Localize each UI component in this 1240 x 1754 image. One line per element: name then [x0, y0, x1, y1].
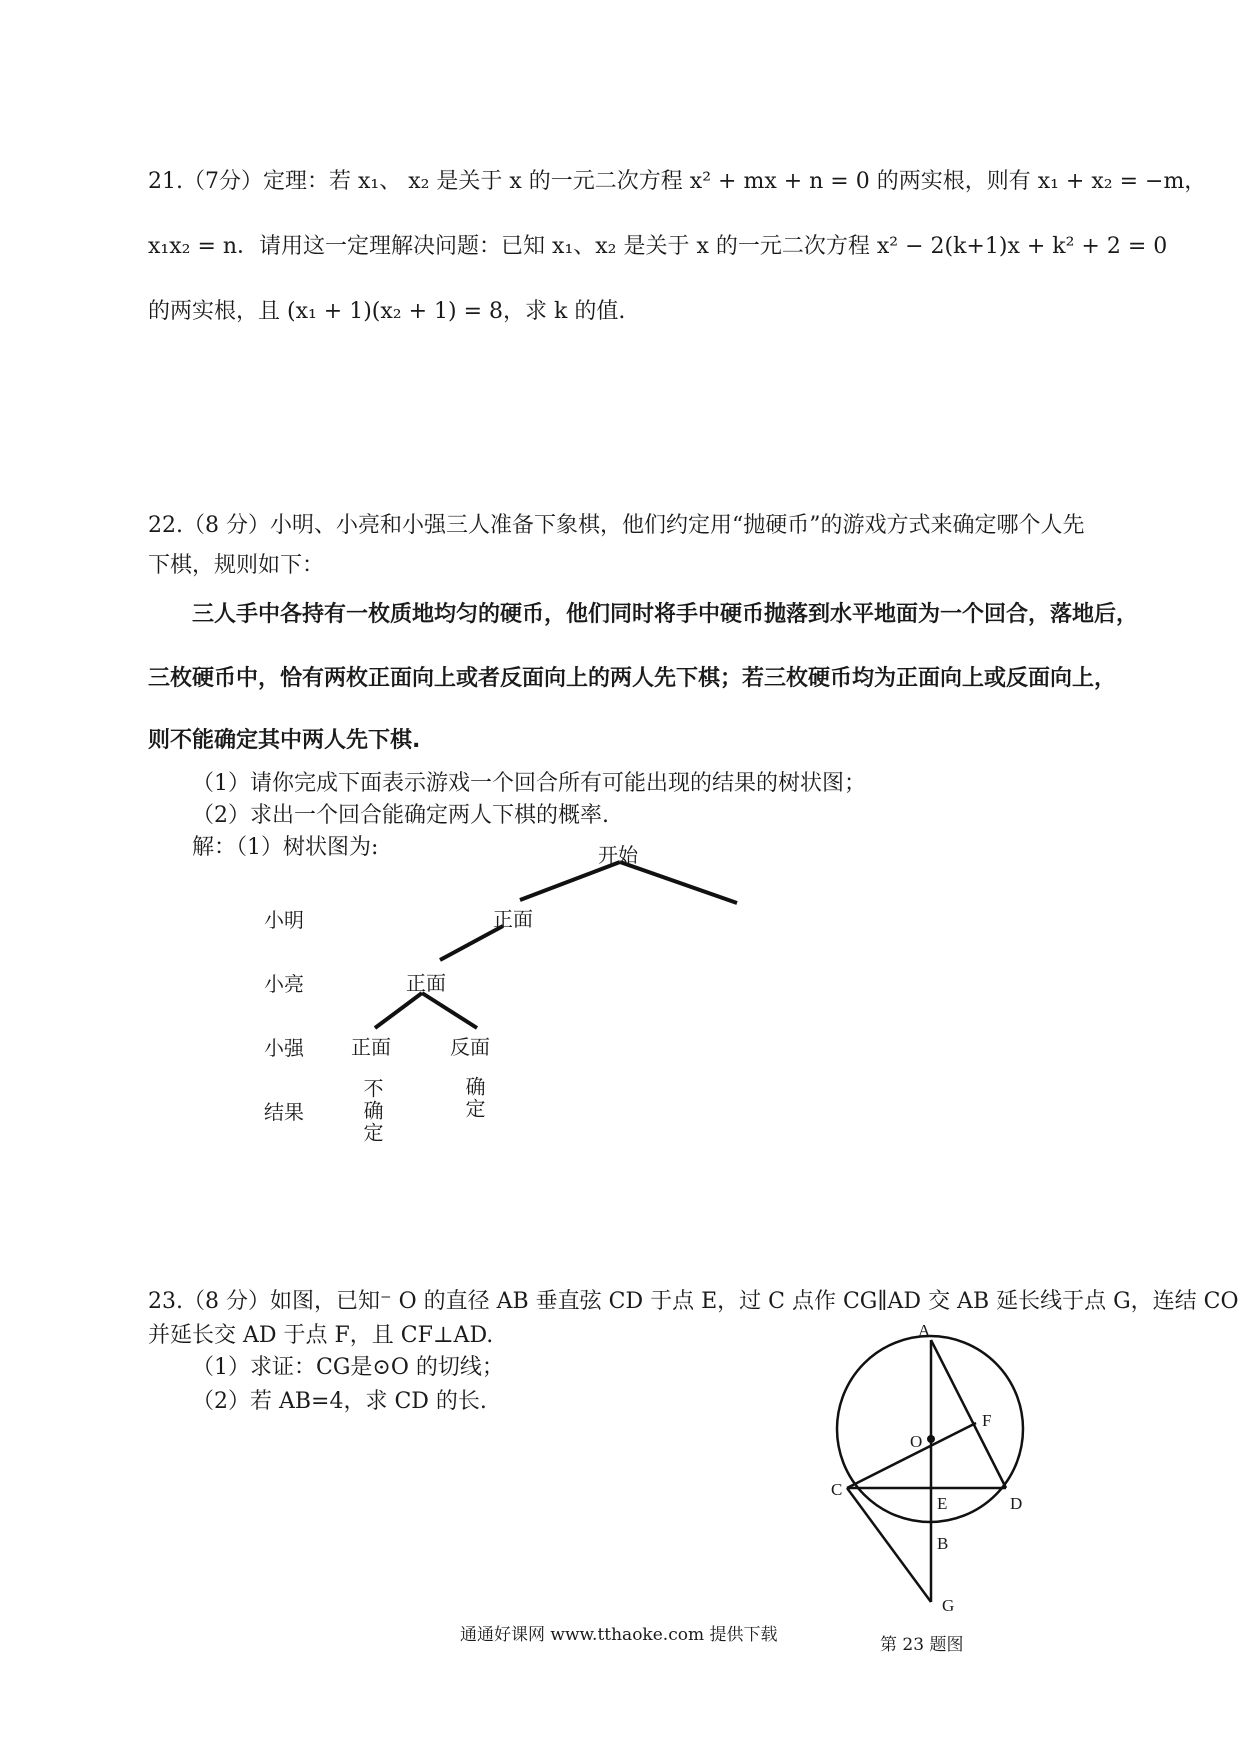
label-b: B	[937, 1534, 949, 1553]
tree-node-liang: 正面	[406, 971, 446, 995]
tree-row-xiaoming: 小明	[264, 908, 304, 932]
label-f: F	[982, 1411, 992, 1430]
tree-node-qiang-left: 正面	[351, 1035, 391, 1059]
label-c: C	[831, 1480, 843, 1499]
q22-rule-2: 三枚硬币中，恰有两枚正面向上或者反面向上的两人先下棋；若三枚硬币均为正面向上或反面向上，	[148, 666, 1117, 691]
tree-result-left: 不确定	[360, 1078, 384, 1144]
figure-caption: 第 23 题图	[880, 1635, 964, 1655]
q22-rule-3: 则不能确定其中两人先下棋.	[148, 728, 421, 753]
footer-text: 通通好课网 www.tthaoke.com 提供下载	[460, 1625, 778, 1645]
q22-line-1: 22.（8 分）小明、小亮和小强三人准备下象棋，他们约定用“抛硬币”的游戏方式来确定哪个人先	[148, 513, 1085, 538]
q21-line-3: 的两实根，且 (x₁ + 1)(x₂ + 1) = 8，求 k 的值.	[148, 299, 626, 324]
label-e: E	[937, 1494, 948, 1513]
q23-line-1: 23.（8 分）如图，已知⁻ O 的直径 AB 垂直弦 CD 于点 E，过 C 点作 CG∥AD 交 AB 延长线于点 G，连结 CO	[148, 1289, 1239, 1314]
center-point-o	[927, 1435, 935, 1443]
q22-solution-label: 解：（1）树状图为:	[192, 835, 379, 860]
label-d: D	[1010, 1494, 1023, 1513]
q21-line-1: 21.（7分）定理：若 x₁、 x₂ 是关于 x 的一元二次方程 x² + mx + n = 0 的两实根，则有 x₁ + x₂ = −m，	[148, 169, 1207, 194]
q21-line-2: x₁x₂ = n．请用这一定理解决问题：已知 x₁、x₂ 是关于 x 的一元二次方程 x² − 2(k+1)x + k² + 2 = 0	[148, 234, 1168, 259]
q22-line-2: 下棋，规则如下：	[148, 553, 325, 578]
label-o: O	[910, 1432, 923, 1451]
tree-node-qiang-right: 反面	[450, 1035, 490, 1059]
tree-row-result: 结果	[264, 1100, 304, 1124]
tree-row-xiaoliang: 小亮	[264, 972, 304, 996]
q23-line-2: 并延长交 AD 于点 F，且 CF⊥AD.	[148, 1323, 494, 1348]
tree-node-start: 开始	[598, 843, 638, 867]
tree-node-ming: 正面	[493, 907, 533, 931]
label-a: A	[918, 1321, 931, 1340]
q22-rule-1: 三人手中各持有一枚质地均匀的硬币，他们同时将手中硬币抛落到水平地面为一个回合，落地后，	[192, 602, 1139, 627]
q23-part-2: （2）若 AB=4，求 CD 的长.	[192, 1389, 487, 1414]
q22-part-2: （2）求出一个回合能确定两人下棋的概率.	[192, 803, 609, 828]
tree-row-xiaoqiang: 小强	[264, 1036, 304, 1060]
label-g: G	[942, 1596, 955, 1615]
q22-part-1: （1）请你完成下面表示游戏一个回合所有可能出现的结果的树状图；	[192, 771, 866, 796]
q23-part-1: （1）求证：CG是⊙O 的切线；	[192, 1355, 504, 1380]
line-cg	[847, 1488, 931, 1602]
tree-result-right: 确定	[462, 1076, 486, 1120]
